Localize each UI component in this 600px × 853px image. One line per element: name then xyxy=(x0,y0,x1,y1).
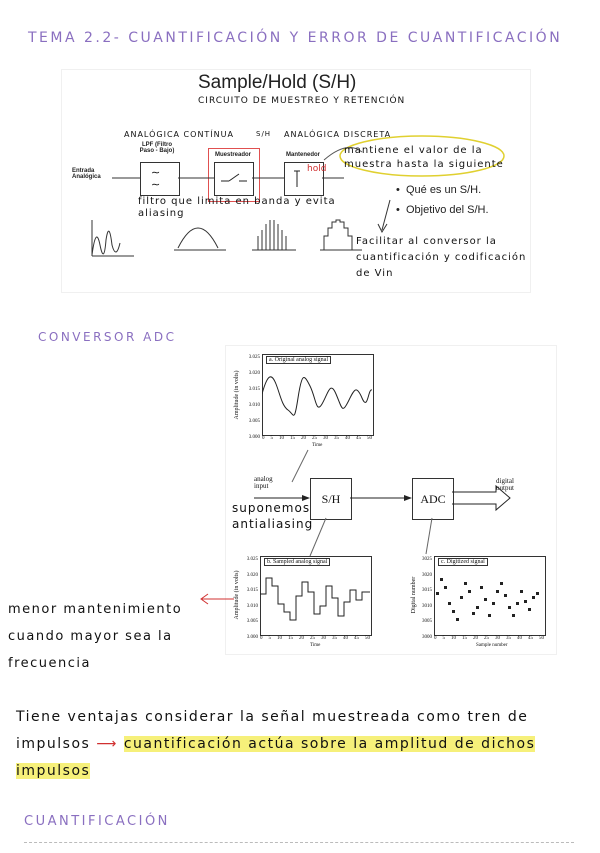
lpf-wave-icon-2: ∼ xyxy=(151,178,161,191)
plot-c-xticks: 0 5 10 15 20 25 30 35 40 45 50 xyxy=(434,636,544,641)
plot-a-yticks: 3.025 3.020 3.015 3.010 3.005 3.000 xyxy=(248,355,260,440)
note-antialiasing: suponemos antialiasing xyxy=(232,501,314,531)
side-note: menor mantenimiento cuando mayor sea la frecuencia xyxy=(8,602,183,671)
plot-c-xlabel: Sample number xyxy=(476,643,508,648)
label-sh: S/H xyxy=(256,130,272,138)
sample-hold-slide xyxy=(62,70,530,292)
lpf-wave-icon: ∼ xyxy=(151,166,161,179)
label-analog-discrete: ANALÓGICA DISCRETA xyxy=(284,130,392,139)
plot-a-xlabel: Time xyxy=(312,443,323,448)
bullets xyxy=(396,184,489,216)
plot-c-dots xyxy=(434,556,544,634)
plot-b xyxy=(230,552,378,652)
block-sh-label: S/H xyxy=(321,491,341,506)
plot-c-yticks: 3025 3020 3015 3010 3005 3000 xyxy=(422,557,432,640)
plot-b-signal xyxy=(260,556,370,634)
paragraph-highlight: cuantificación actúa sobre la amplitud de dichos impulsos xyxy=(16,736,536,779)
slide-title: Sample/Hold (S/H) xyxy=(198,72,357,93)
bullet-item: • Objetivo del S/H. xyxy=(396,204,489,216)
section-adc-title: CONVERSOR ADC xyxy=(38,330,177,344)
block-output-label: digital output xyxy=(496,477,514,492)
block-adc-label: ADC xyxy=(420,491,446,506)
page-title: TEMA 2.2- CUANTIFICACIÓN Y ERROR DE CUANTIFICACIÓN xyxy=(28,30,563,46)
label-lpf: LPF (Filtro Paso - Bajo) xyxy=(139,142,175,154)
section-quantization-title: CUANTIFICACIÓN xyxy=(24,814,170,829)
label-analog-continuous: ANALÓGICA CONTÍNUA xyxy=(124,130,234,139)
note-filter: filtro que limita en banda y evita aliasing xyxy=(138,196,336,219)
plot-c-title: c. Digitized signal xyxy=(438,558,488,566)
plot-c-ylabel: Digital number xyxy=(411,576,417,614)
note-keeps-value: mantiene el valor de la muestra hasta la siguiente xyxy=(344,145,504,170)
plot-b-yticks: 3.025 3.020 3.015 3.010 3.005 3.000 xyxy=(246,557,258,640)
plot-c xyxy=(406,552,554,652)
paragraph-text: Tiene ventajas considerar la señal muestreada como tren de impulsos xyxy=(16,709,529,752)
paragraph xyxy=(16,704,576,785)
bullet-item: • Qué es un S/H. xyxy=(396,184,482,196)
label-sampler: Muestreador xyxy=(214,152,251,158)
plot-b-ylabel: Amplitude (in volts) xyxy=(234,570,240,620)
label-holder: Mantenedor xyxy=(285,152,320,158)
slide-subtitle: CIRCUITO DE MUESTREO Y RETENCIÓN xyxy=(198,96,406,106)
plot-b-xlabel: Time xyxy=(310,643,321,648)
plot-b-title: b. Sampled analog signal xyxy=(264,558,330,566)
plot-a-xticks: 0 5 10 15 20 25 30 35 40 45 50 xyxy=(262,436,372,441)
plot-a-title: a. Original analog signal xyxy=(266,356,331,364)
plot-a-ylabel: Amplitude (in volts) xyxy=(234,370,240,420)
hold-note: hold xyxy=(307,164,327,174)
arrow-right-icon: ⟶ xyxy=(96,736,118,752)
block-input-label: analog input xyxy=(254,475,273,490)
label-input: Entrada Analógica xyxy=(72,168,101,180)
plot-b-xticks: 0 5 10 15 20 25 30 35 40 45 50 xyxy=(260,636,370,641)
note-facilitate: Facilitar al conversor la cuantificación y codificación de Vin xyxy=(356,236,527,279)
